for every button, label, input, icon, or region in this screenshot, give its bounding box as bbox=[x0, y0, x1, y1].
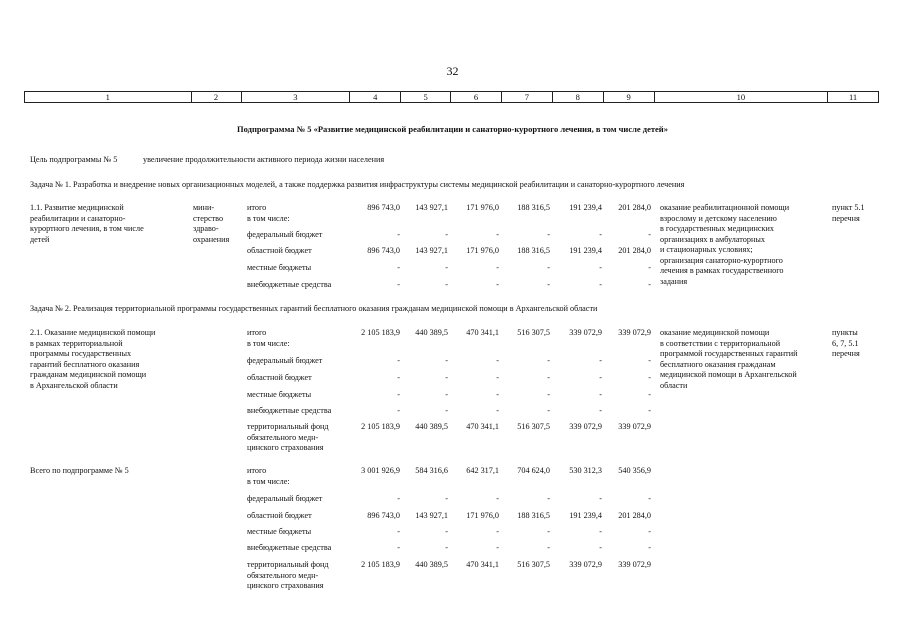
funding-source-label-line: в том числе: bbox=[247, 476, 290, 486]
funding-source-label-line: территориальный фонд bbox=[247, 560, 329, 569]
funding-source-label-line: местные бюджеты bbox=[247, 263, 312, 272]
funding-value: 191 239,4 bbox=[569, 203, 602, 212]
funding-value: 516 307,5 bbox=[517, 560, 550, 569]
funding-source-label bbox=[247, 511, 312, 522]
column-number: 7 bbox=[502, 92, 553, 102]
funding-value: - bbox=[496, 356, 499, 365]
funding-value: - bbox=[648, 280, 651, 289]
funding-value: - bbox=[445, 263, 448, 272]
funding-source-label-line: итого bbox=[247, 203, 267, 212]
funding-value: 516 307,5 bbox=[517, 422, 550, 431]
task-1: Задача № 1. Разработка и внедрение новых организационных моделей, а также поддержка развития инфраструктуры системы медицинской реабилитации и санаторно-курортного лечения bbox=[30, 180, 685, 189]
measure-name bbox=[30, 328, 155, 391]
funding-value: 339 072,9 bbox=[618, 422, 651, 431]
funding-value: - bbox=[397, 356, 400, 365]
funding-value: - bbox=[547, 373, 550, 382]
funding-value: - bbox=[496, 406, 499, 415]
funding-source-label-line: итого bbox=[247, 328, 267, 337]
funding-source-label-line: территориальный фонд bbox=[247, 422, 329, 431]
reference bbox=[832, 328, 860, 360]
funding-value: - bbox=[599, 373, 602, 382]
funding-source-label-line: внебюджетные средства bbox=[247, 280, 332, 289]
measure-name bbox=[30, 203, 144, 245]
column-number: 11 bbox=[848, 92, 858, 102]
expected-result-line: области bbox=[660, 380, 688, 390]
executor-line: мини- bbox=[193, 203, 215, 212]
funding-value: - bbox=[496, 543, 499, 552]
expected-result bbox=[660, 328, 798, 391]
funding-value: - bbox=[445, 494, 448, 503]
funding-source-label bbox=[247, 246, 312, 257]
measure-name-line: 1.1. Развитие медицинской bbox=[30, 203, 124, 212]
funding-value: 704 624,0 bbox=[517, 466, 550, 475]
funding-value: - bbox=[445, 230, 448, 239]
funding-value: - bbox=[547, 263, 550, 272]
funding-value: - bbox=[599, 406, 602, 415]
funding-value: 440 389,5 bbox=[415, 328, 448, 337]
executor bbox=[193, 203, 229, 245]
funding-value: 470 341,1 bbox=[466, 560, 499, 569]
column-number: 2 bbox=[192, 92, 242, 102]
funding-value: 188 316,5 bbox=[517, 203, 550, 212]
funding-value: - bbox=[547, 390, 550, 399]
funding-value: - bbox=[648, 390, 651, 399]
funding-value: - bbox=[445, 406, 448, 415]
funding-source-label-line: федеральный бюджет bbox=[247, 230, 323, 239]
funding-value: - bbox=[445, 373, 448, 382]
funding-value: 188 316,5 bbox=[517, 511, 550, 520]
funding-value: - bbox=[397, 230, 400, 239]
column-number: 6 bbox=[451, 92, 502, 102]
funding-value: 339 072,9 bbox=[569, 422, 602, 431]
funding-source-label bbox=[247, 466, 290, 487]
column-number-header bbox=[24, 91, 879, 103]
measure-name-line: в рамках территориальной bbox=[30, 338, 123, 348]
measure-name-line: детей bbox=[30, 234, 50, 244]
funding-value: - bbox=[397, 263, 400, 272]
measure-name-line: реабилитации и санаторно- bbox=[30, 213, 126, 223]
goal-label: Цель подпрограммы № 5 bbox=[30, 155, 118, 164]
funding-source-label-line: местные бюджеты bbox=[247, 390, 312, 399]
funding-value: - bbox=[547, 406, 550, 415]
funding-value: 540 356,9 bbox=[618, 466, 651, 475]
funding-value: - bbox=[445, 543, 448, 552]
funding-value: 440 389,5 bbox=[415, 560, 448, 569]
measure-name-line: гражданам медицинской помощи bbox=[30, 370, 147, 379]
funding-source-label-line: цинского страхования bbox=[247, 443, 324, 452]
funding-source-label bbox=[247, 356, 322, 367]
funding-value: - bbox=[547, 230, 550, 239]
funding-value: 171 976,0 bbox=[466, 246, 499, 255]
funding-value: - bbox=[547, 280, 550, 289]
funding-source-label bbox=[247, 543, 331, 554]
funding-value: - bbox=[599, 494, 602, 503]
funding-value: 143 927,1 bbox=[415, 246, 448, 255]
funding-value: - bbox=[397, 543, 400, 552]
measure-name-line: курортного лечения, в том числе bbox=[30, 224, 144, 233]
reference-line: перечня bbox=[832, 213, 860, 223]
measure-name-line: 2.1. Оказание медицинской помощи bbox=[30, 328, 156, 337]
funding-source-label-line: в том числе: bbox=[247, 338, 290, 348]
funding-value: 2 105 183,9 bbox=[361, 422, 400, 431]
funding-value: 896 743,0 bbox=[367, 246, 400, 255]
funding-value: - bbox=[648, 494, 651, 503]
funding-value: 143 927,1 bbox=[415, 511, 448, 520]
executor-line: стерство bbox=[193, 213, 224, 223]
funding-value: - bbox=[648, 527, 651, 536]
expected-result-line: взрослому и детскому населению bbox=[660, 213, 777, 223]
funding-value: 642 317,1 bbox=[466, 466, 499, 475]
funding-value: - bbox=[445, 527, 448, 536]
funding-value: - bbox=[496, 390, 499, 399]
funding-value: - bbox=[599, 390, 602, 399]
funding-value: 191 239,4 bbox=[569, 511, 602, 520]
column-number: 5 bbox=[401, 92, 451, 102]
funding-value: - bbox=[496, 494, 499, 503]
expected-result bbox=[660, 203, 789, 287]
funding-value: 2 105 183,9 bbox=[361, 560, 400, 569]
expected-result-line: и стационарных условиях; bbox=[660, 245, 753, 254]
funding-value: - bbox=[496, 230, 499, 239]
funding-source-label-line: федеральный бюджет bbox=[247, 494, 323, 503]
funding-value: 339 072,9 bbox=[618, 560, 651, 569]
expected-result-line: в государственных медицинских bbox=[660, 224, 774, 233]
funding-source-label-line: цинского страхования bbox=[247, 581, 324, 590]
reference-line: 6, 7, 5.1 bbox=[832, 338, 859, 348]
funding-source-label-line: федеральный бюджет bbox=[247, 356, 323, 365]
funding-source-label bbox=[247, 373, 312, 384]
funding-value: 201 284,0 bbox=[618, 203, 651, 212]
funding-source-label-line: в том числе: bbox=[247, 213, 290, 223]
column-number: 1 bbox=[25, 92, 192, 102]
goal-text: увеличение продолжительности активного периода жизни населения bbox=[143, 155, 385, 164]
funding-source-label-line: областной бюджет bbox=[247, 373, 312, 382]
executor-line: здраво- bbox=[193, 224, 219, 233]
funding-value: - bbox=[397, 280, 400, 289]
funding-value: - bbox=[547, 543, 550, 552]
executor-line: охранения bbox=[193, 234, 230, 244]
funding-value: 201 284,0 bbox=[618, 511, 651, 520]
funding-value: - bbox=[397, 373, 400, 382]
funding-value: 191 239,4 bbox=[569, 246, 602, 255]
funding-value: 339 072,9 bbox=[618, 328, 651, 337]
funding-value: 896 743,0 bbox=[367, 511, 400, 520]
funding-value: - bbox=[648, 356, 651, 365]
reference-line: перечня bbox=[832, 349, 860, 358]
funding-value: 896 743,0 bbox=[367, 203, 400, 212]
funding-value: 3 001 926,9 bbox=[361, 466, 400, 475]
funding-value: - bbox=[496, 280, 499, 289]
funding-source-label-line: обязательного медн- bbox=[247, 570, 319, 580]
page-number: 32 bbox=[446, 64, 459, 78]
reference-line: пункт 5.1 bbox=[832, 203, 865, 212]
funding-source-label bbox=[247, 494, 322, 505]
funding-source-label-line: итого bbox=[247, 466, 267, 475]
task-2: Задача № 2. Реализация территориальной программы государственных гарантий бесплатного оказания гражданам медицинской помощи в Архангельской области bbox=[30, 304, 598, 313]
funding-value: - bbox=[599, 230, 602, 239]
funding-value: - bbox=[496, 373, 499, 382]
expected-result-line: программой государственных гарантий bbox=[660, 349, 798, 358]
funding-value: - bbox=[496, 527, 499, 536]
total-name: Всего по подпрограмме № 5 bbox=[30, 466, 129, 475]
funding-value: - bbox=[397, 406, 400, 415]
funding-source-label bbox=[247, 422, 329, 454]
funding-value: - bbox=[445, 390, 448, 399]
funding-source-label-line: местные бюджеты bbox=[247, 527, 312, 536]
funding-source-label-line: обязательного медн- bbox=[247, 432, 319, 442]
measure-name-line: в Архангельской области bbox=[30, 380, 118, 390]
funding-value: - bbox=[599, 280, 602, 289]
funding-source-label bbox=[247, 203, 290, 224]
column-number: 4 bbox=[350, 92, 401, 102]
column-number: 8 bbox=[553, 92, 604, 102]
funding-value: 188 316,5 bbox=[517, 246, 550, 255]
funding-source-label-line: областной бюджет bbox=[247, 246, 312, 255]
funding-value: - bbox=[547, 527, 550, 536]
funding-source-label bbox=[247, 328, 290, 349]
funding-value: - bbox=[599, 263, 602, 272]
funding-value: 470 341,1 bbox=[466, 328, 499, 337]
funding-value: - bbox=[648, 230, 651, 239]
funding-value: - bbox=[599, 356, 602, 365]
funding-value: - bbox=[397, 390, 400, 399]
funding-value: 171 976,0 bbox=[466, 203, 499, 212]
funding-value: 339 072,9 bbox=[569, 560, 602, 569]
measure-name-line: программы государственных bbox=[30, 349, 132, 358]
funding-value: - bbox=[547, 356, 550, 365]
expected-result-line: организация санаторно-курортного bbox=[660, 255, 783, 265]
funding-value: - bbox=[648, 373, 651, 382]
funding-value: 2 105 183,9 bbox=[361, 328, 400, 337]
reference-line: пункты bbox=[832, 328, 858, 337]
funding-source-label bbox=[247, 230, 322, 241]
funding-source-label bbox=[247, 406, 331, 417]
funding-value: 530 312,3 bbox=[569, 466, 602, 475]
expected-result-line: лечения в рамках государственного bbox=[660, 266, 784, 275]
funding-source-label bbox=[247, 527, 311, 538]
funding-value: - bbox=[397, 527, 400, 536]
funding-source-label bbox=[247, 560, 329, 592]
funding-value: - bbox=[599, 527, 602, 536]
funding-value: 201 284,0 bbox=[618, 246, 651, 255]
expected-result-line: в соответствии с территориальной bbox=[660, 338, 781, 348]
funding-source-label bbox=[247, 280, 331, 291]
funding-source-label bbox=[247, 390, 311, 401]
funding-source-label-line: внебюджетные средства bbox=[247, 543, 332, 552]
funding-source-label-line: областной бюджет bbox=[247, 511, 312, 520]
funding-value: - bbox=[648, 263, 651, 272]
expected-result-line: оказание реабилитационной помощи bbox=[660, 203, 790, 212]
funding-value: 143 927,1 bbox=[415, 203, 448, 212]
column-number: 9 bbox=[604, 92, 655, 102]
funding-value: 171 976,0 bbox=[466, 511, 499, 520]
funding-value: - bbox=[599, 543, 602, 552]
expected-result-line: бесплатного оказания гражданам bbox=[660, 359, 776, 369]
column-number: 10 bbox=[655, 92, 829, 102]
expected-result-line: задания bbox=[660, 276, 688, 286]
expected-result-line: медицинской помощи в Архангельской bbox=[660, 370, 797, 379]
subprogram-title: Подпрограмма № 5 «Развитие медицинской реабилитации и санаторно-курортного лечения, в том числе детей» bbox=[237, 124, 668, 134]
expected-result-line: оказание медицинской помощи bbox=[660, 328, 770, 337]
funding-value: 470 341,1 bbox=[466, 422, 499, 431]
funding-value: - bbox=[648, 406, 651, 415]
funding-value: 339 072,9 bbox=[569, 328, 602, 337]
funding-value: 440 389,5 bbox=[415, 422, 448, 431]
funding-value: - bbox=[496, 263, 499, 272]
funding-value: - bbox=[648, 543, 651, 552]
funding-value: - bbox=[445, 280, 448, 289]
funding-value: 516 307,5 bbox=[517, 328, 550, 337]
funding-value: - bbox=[547, 494, 550, 503]
funding-value: 584 316,6 bbox=[415, 466, 448, 475]
funding-source-label bbox=[247, 263, 311, 274]
expected-result-line: организациях в амбулаторных bbox=[660, 234, 765, 244]
measure-name-line: гарантий бесплатного оказания bbox=[30, 359, 140, 369]
funding-value: - bbox=[397, 494, 400, 503]
funding-value: - bbox=[445, 356, 448, 365]
reference bbox=[832, 203, 865, 224]
column-number: 3 bbox=[242, 92, 351, 102]
funding-source-label-line: внебюджетные средства bbox=[247, 406, 332, 415]
